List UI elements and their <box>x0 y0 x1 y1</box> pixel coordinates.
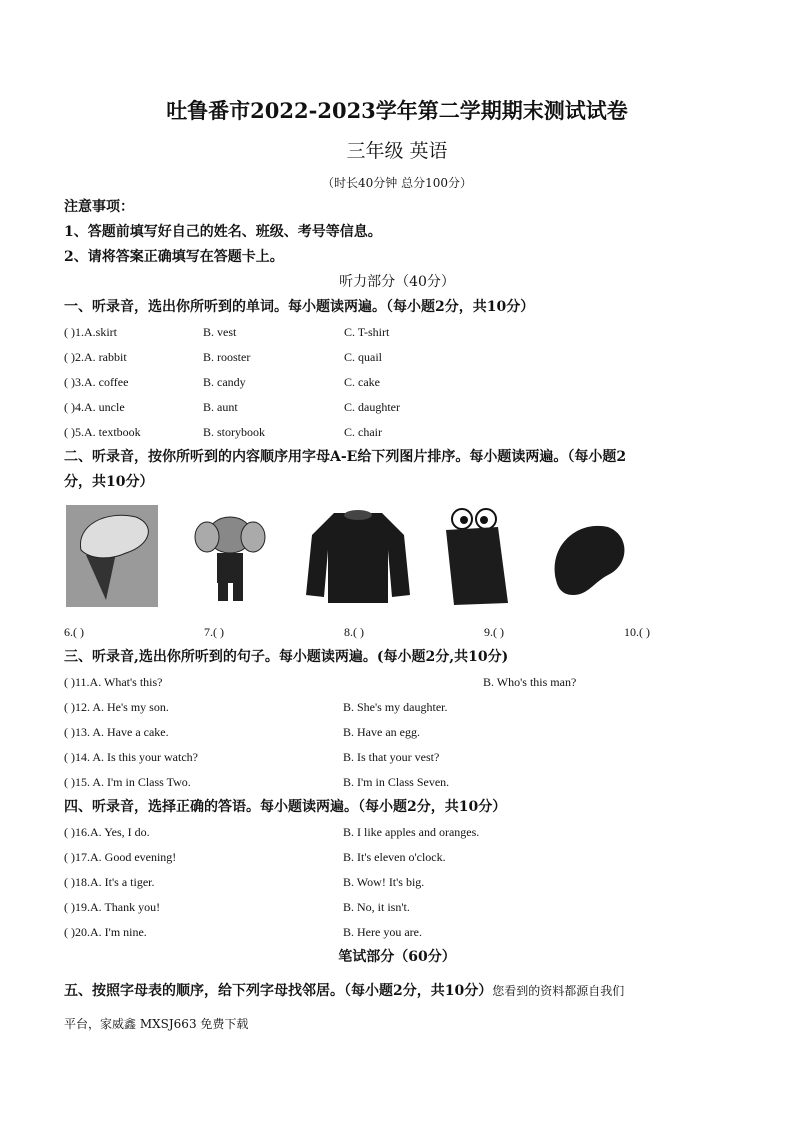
question-option-c: C. cake <box>344 375 380 389</box>
question-option-a: ( )3.A. coffee <box>64 375 129 389</box>
listening-header: 听力部分（40分） <box>339 274 455 290</box>
question-option-a: ( )15. A. I'm in Class Two. <box>64 775 191 789</box>
question-option-b: B. Have an egg. <box>343 725 420 739</box>
note-item: 1、答题前填写好自己的姓名、班级、考号等信息。 <box>64 224 382 240</box>
question-option-b: B. Who's this man? <box>483 675 577 689</box>
question-option-b: B. vest <box>203 325 237 339</box>
source-note: 您看到的资料都源自我们 <box>492 984 625 998</box>
question-option-b: B. Wow! It's big. <box>343 875 425 889</box>
question-option-c: C. quail <box>344 350 382 364</box>
exam-subtitle: 三年级 英语 <box>346 140 448 162</box>
question-option-b: B. storybook <box>203 425 266 439</box>
picture-answer-blank: 8.( ) <box>344 625 364 639</box>
section-1-title: 一、听录音，选出你所听到的单词。每小题读两遍。（每小题2分，共10分） <box>64 299 535 315</box>
question-option-a: ( )20.A. I'm nine. <box>64 925 147 939</box>
picture-answer-blank: 7.( ) <box>204 625 224 639</box>
question-option-b: B. candy <box>203 375 246 389</box>
question-option-a: ( )5.A. textbook <box>64 425 141 439</box>
question-option-b: B. She's my daughter. <box>343 700 448 714</box>
question-option-a: ( )1.A.skirt <box>64 325 117 339</box>
question-option-b: B. Here you are. <box>343 925 422 939</box>
question-option-a: ( )18.A. It's a tiger. <box>64 875 155 889</box>
notebook-picture <box>440 505 520 607</box>
section-3-title: 三、听录音,选出你所听到的句子。每小题读两遍。(每小题2分,共10分) <box>64 649 509 665</box>
question-option-a: ( )13. A. Have a cake. <box>64 725 169 739</box>
question-option-c: C. chair <box>344 425 382 439</box>
picture-answer-blank: 9.( ) <box>484 625 504 639</box>
sweater-picture <box>304 505 412 607</box>
exam-title: 吐鲁番市2022-2023学年第二学期期末测试试卷 <box>166 98 628 123</box>
note-item: 2、请将答案正确填写在答题卡上。 <box>64 249 284 265</box>
section-2-title-cont: 分，共10分） <box>64 474 154 490</box>
picture-answer-blank: 10.( ) <box>624 625 650 639</box>
question-option-a: ( )2.A. rabbit <box>64 350 127 364</box>
section-4-title: 四、听录音，选择正确的答语。每小题读两遍。（每小题2分，共10分） <box>64 799 507 815</box>
question-option-b: B. Is that your vest? <box>343 750 440 764</box>
question-option-c: C. daughter <box>344 400 400 414</box>
question-option-b: B. I like apples and oranges. <box>343 825 480 839</box>
question-option-a: ( )16.A. Yes, I do. <box>64 825 150 839</box>
question-option-b: B. aunt <box>203 400 238 414</box>
question-option-a: ( )11.A. What's this? <box>64 675 163 689</box>
question-option-b: B. I'm in Class Seven. <box>343 775 450 789</box>
question-option-c: C. T-shirt <box>344 325 390 339</box>
question-option-a: ( )17.A. Good evening! <box>64 850 177 864</box>
section-5-title <box>64 981 624 1000</box>
source-note-cont: 平台，家威鑫 MXSJ663 免费下载 <box>64 1017 249 1031</box>
picture-answer-blank: 6.( ) <box>64 625 84 639</box>
section-5-title-text: 五、按照字母表的顺序，给下列字母找邻居。（每小题2分，共10分） <box>64 983 493 999</box>
mango-picture <box>548 505 630 607</box>
question-option-b: B. rooster <box>203 350 251 364</box>
question-option-a: ( )19.A. Thank you! <box>64 900 161 914</box>
question-option-b: B. No, it isn't. <box>343 900 410 914</box>
question-option-b: B. It's eleven o'clock. <box>343 850 446 864</box>
ice-cream-picture <box>66 505 158 607</box>
elephant-picture <box>185 505 277 607</box>
question-option-a: ( )4.A. uncle <box>64 400 125 414</box>
question-option-a: ( )14. A. Is this your watch? <box>64 750 198 764</box>
writing-header: 笔试部分（60分） <box>338 949 456 965</box>
section-2-title: 二、听录音，按你所听到的内容顺序用字母A-E给下列图片排序。每小题读两遍。（每小题2 <box>64 449 627 465</box>
notes-heading: 注意事项： <box>64 199 134 215</box>
exam-duration: （时长40分钟 总分100分） <box>322 176 472 190</box>
question-option-a: ( )12. A. He's my son. <box>64 700 169 714</box>
